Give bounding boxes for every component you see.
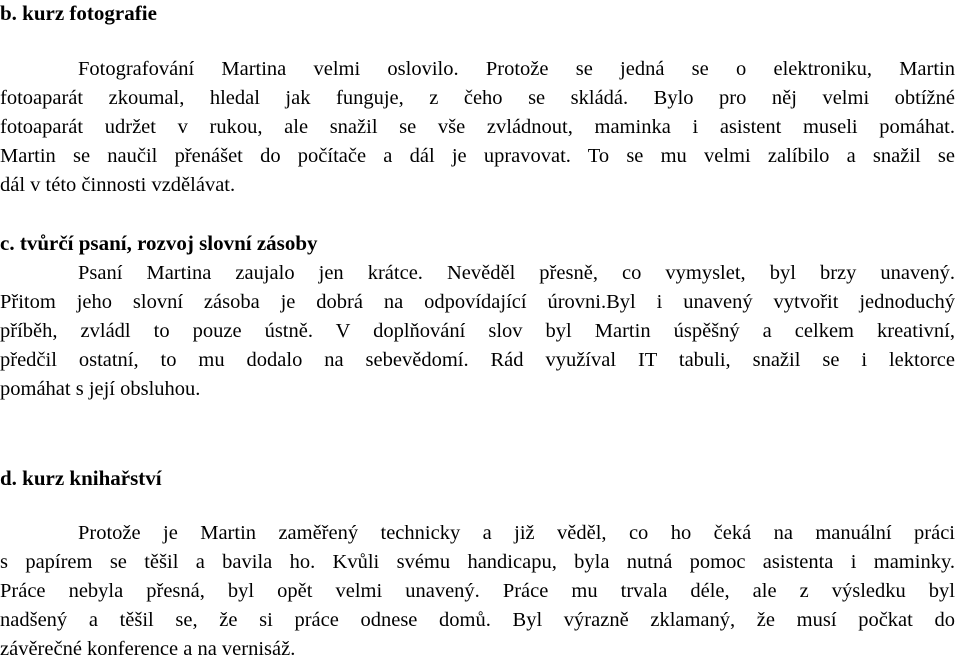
section-d-heading: d. kurz knihařství — [0, 466, 162, 490]
section-d-paragraph — [0, 519, 955, 664]
section-d-line-1: Protože je Martin zaměřený technicky a již věděl, co ho čeká na manuální práci — [78, 522, 955, 544]
section-b-line-5: dál v této činnosti vzdělávat. — [0, 174, 236, 196]
section-d-line-2: s papírem se těšil a bavila ho. Kvůli svému handicapu, byla nutná pomoc asistenta i maminky. — [0, 551, 955, 573]
section-c-line-3: příběh, zvládl to pouze ústně. V doplňování slov byl Martin úspěšný a celkem kreativní, — [0, 320, 955, 342]
section-b-line-2: fotoaparát zkoumal, hledal jak funguje, z čeho se skládá. Bylo pro něj velmi obtížné — [0, 87, 955, 109]
section-b-line-1: Fotografování Martina velmi oslovilo. Protože se jedná se o elektroniku, Martin — [78, 58, 955, 80]
section-b-line-4: Martin se naučil přenášet do počítače a dál je upravovat. To se mu velmi zalíbilo a snažil se — [0, 145, 955, 167]
section-d-line-4: nadšený a těšil se, že si práce odnese domů. Byl výrazně zklamaný, že musí počkat do — [0, 609, 955, 631]
section-c-heading: c. tvůrčí psaní, rozvoj slovní zásoby — [0, 231, 318, 255]
section-c-line-4: předčil ostatní, to mu dodalo na sebevědomí. Rád využíval IT tabuli, snažil se i lektorce — [0, 349, 955, 371]
section-c-line-1: Psaní Martina zaujalo jen krátce. Nevěděl přesně, co vymyslet, byl brzy unavený. — [78, 262, 955, 284]
section-d-line-5: závěrečné konference a na vernisáž. — [0, 638, 296, 660]
section-b-paragraph — [0, 55, 955, 200]
section-b-line-3: fotoaparát udržet v rukou, ale snažil se vše zvládnout, maminka i asistent museli pomáhat. — [0, 116, 955, 138]
section-c-line-5: pomáhat s její obsluhou. — [0, 378, 201, 400]
section-c-paragraph — [0, 259, 955, 404]
section-c-line-2: Přitom jeho slovní zásoba je dobrá na odpovídající úrovni.Byl i unavený vytvořit jednoduchý — [0, 291, 955, 313]
section-d-line-3: Práce nebyla přesná, byl opět velmi unavený. Práce mu trvala déle, ale z výsledku byl — [0, 580, 955, 602]
section-b-heading: b. kurz fotografie — [0, 1, 157, 25]
